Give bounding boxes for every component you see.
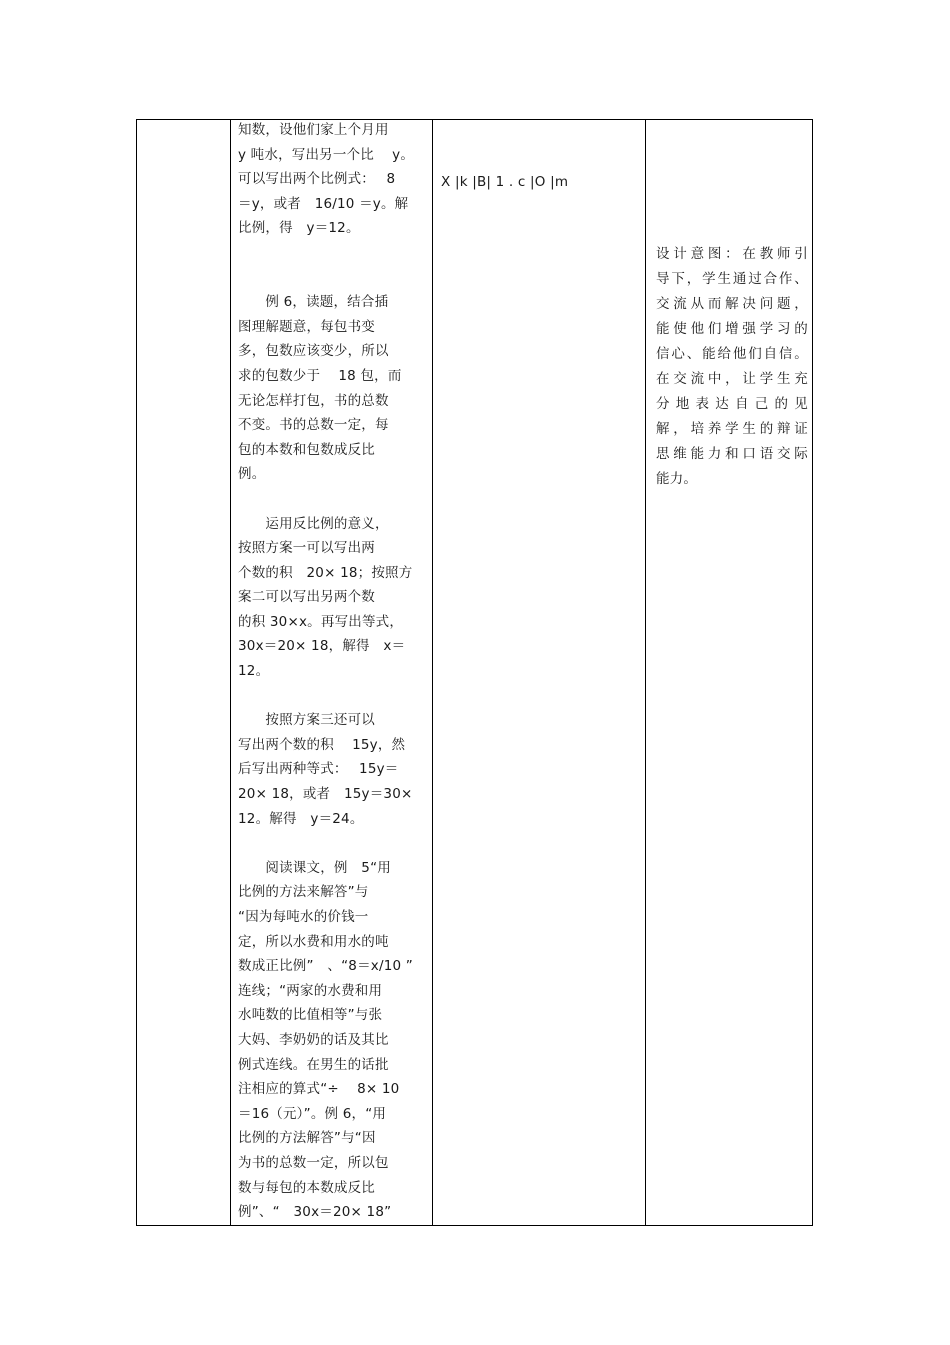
text-line: 运用反比例的意义，: [238, 515, 389, 532]
column-divider-2: [432, 120, 433, 1225]
text-line: “因为每吨水的价钱一: [238, 909, 369, 925]
text-line: 思维能力和口语交际: [656, 446, 808, 462]
text-line: 多，包数应该变少，所以: [238, 343, 389, 360]
text-line: 信心、能给他们自信。: [656, 346, 808, 362]
text-line: 水吨数的比值相等”与张: [238, 1007, 383, 1024]
text-line: 在交流中，让学生充: [656, 371, 808, 387]
text-line: 12。: [238, 663, 270, 680]
teaching-process-cell: [238, 118, 428, 1225]
text-line: 案二可以写出另两个数: [238, 589, 375, 606]
text-line: 20× 18，或者 15y＝30×: [238, 786, 413, 803]
text-line: 后写出两种等式： 15y＝: [238, 761, 399, 778]
text-line: 比例的方法来解答”与: [238, 884, 369, 901]
text-line: 12。解得 y＝24。: [238, 810, 364, 827]
text-line: 能力。: [656, 471, 698, 487]
text-line: ＝16（元）”。例 6，“用: [238, 1105, 387, 1122]
text-line: 大妈、李奶奶的话及其比: [238, 1031, 389, 1048]
text-line: 比例的方法解答”与“因: [238, 1130, 376, 1147]
text-line: 为书的总数一定，所以包: [238, 1154, 389, 1171]
text-line: 例式连线。在男生的话批: [238, 1056, 389, 1073]
text-line: ＝y，或者 16/10 ＝y。解: [238, 195, 409, 212]
text-line: 例 6，读题，结合插: [238, 294, 389, 311]
design-intent-cell: [656, 242, 808, 492]
column-divider-1: [230, 120, 231, 1225]
text-line: [238, 684, 428, 709]
column-divider-3: [645, 120, 646, 1225]
text-line: [238, 831, 428, 856]
watermark-cell: X |k |B| 1 . c |O |m: [441, 174, 569, 190]
text-line: 求的包数少于 18 包，而: [238, 367, 402, 384]
text-line: 能使他们增强学习的: [656, 321, 808, 337]
text-line: 解，培养学生的辩证: [656, 421, 808, 437]
text-line: 阅读课文，例 5“用: [238, 859, 391, 876]
text-line: 的积 30×x。再写出等式，: [238, 613, 404, 630]
text-line: 图理解题意，每包书变: [238, 318, 375, 335]
text-line: 导下，学生通过合作、: [656, 271, 808, 287]
text-line: 无论怎样打包，书的总数: [238, 392, 389, 409]
text-line: 连线；“两家的水费和用: [238, 982, 383, 999]
text-line: 交流从而解决问题，: [656, 296, 808, 312]
text-line: [238, 241, 428, 266]
text-line: 定，所以水费和用水的吨: [238, 933, 389, 950]
text-line: 比例，得 y＝12。: [238, 220, 360, 237]
text-line: [238, 266, 428, 291]
text-line: 数与每包的本数成反比: [238, 1179, 375, 1196]
text-line: 不变。书的总数一定，每: [238, 417, 389, 434]
text-line: 知数，设他们家上个月用: [238, 122, 389, 138]
text-line: y 吨水，写出另一个比 y。: [238, 146, 415, 163]
text-line: 例。: [238, 466, 266, 483]
text-line: [238, 487, 428, 512]
text-line: 注相应的算式“÷ 8× 10: [238, 1081, 400, 1098]
text-line: 例”、“ 30x＝20× 18”: [238, 1204, 392, 1221]
text-line: 分地表达自己的见: [656, 396, 808, 412]
lesson-table: [136, 119, 813, 1226]
text-line: 个数的积 20× 18；按照方: [238, 564, 413, 581]
text-line: 写出两个数的积 15y，然: [238, 736, 406, 753]
text-line: 30x＝20× 18，解得 x＝: [238, 638, 406, 655]
text-line: 包的本数和包数成反比: [238, 441, 375, 458]
text-line: 按照方案一可以写出两: [238, 540, 375, 557]
text-line: 按照方案三还可以: [238, 712, 375, 729]
text-line: 设计意图：在教师引: [656, 246, 808, 262]
text-line: 数成正比例” 、“8＝x/10 ”: [238, 958, 413, 975]
text-line: 可以写出两个比例式： 8: [238, 171, 396, 188]
